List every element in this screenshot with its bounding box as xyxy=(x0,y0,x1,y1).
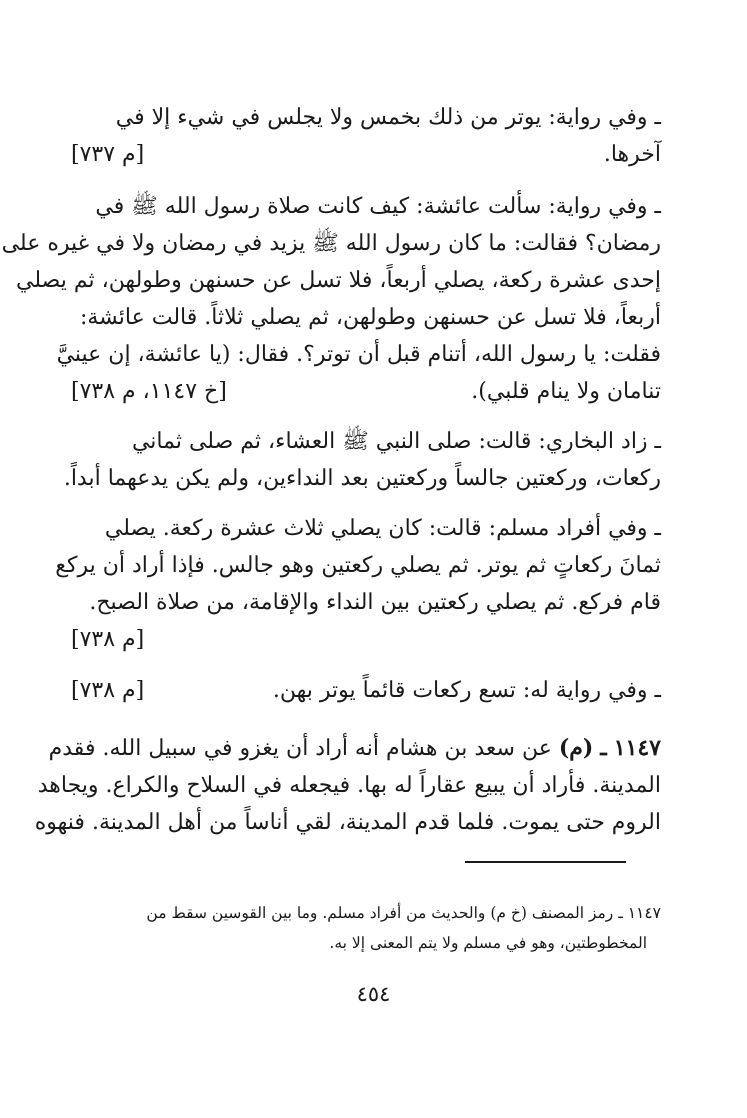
hadith-dash: ـ xyxy=(600,735,607,761)
text-line: ـ وفي أفراد مسلم: قالت: كان يصلي ثلاث عشرة ركعة. يصلي xyxy=(104,516,661,541)
text-line: إحدى عشرة ركعة، يصلي أربعاً، فلا تسل عن حسنهن وطولهن، ثم يصلي xyxy=(16,268,661,293)
text-line: آخرها. xyxy=(603,142,661,167)
line-with-reference xyxy=(71,373,661,410)
line-with-reference xyxy=(71,672,661,709)
text-line: المدينة. فأراد أن يبيع عقاراً له بها. فيجعله في السلاح والكراع. ويجاهد xyxy=(37,773,661,798)
hadith-number: ١١٤٧ xyxy=(613,735,661,761)
text-line: ـ وفي رواية: يوتر من ذلك بخمس ولا يجلس في شيء إلا في xyxy=(115,105,661,130)
footnote xyxy=(61,898,661,958)
source-reference: [م ٧٣٨] xyxy=(71,678,145,703)
text-line: أربعاً، فلا تسل عن حسنهن وطولهن، ثم يصلي ثلاثاً. قالت عائشة: xyxy=(79,305,661,330)
footnote-separator xyxy=(465,861,626,863)
paragraph-2 xyxy=(1,188,661,410)
text-line: تنامان ولا ينام قلبي). xyxy=(471,379,661,404)
paragraph-4 xyxy=(55,510,661,658)
text-line: ـ وفي رواية له: تسع ركعات قائماً يوتر بهن. xyxy=(272,678,661,703)
text-line: فقلت: يا رسول الله، أتنام قبل أن توتر؟. فقال: (يا عائشة، إن عينيَّ xyxy=(56,342,661,367)
hadith-source-code: (م) xyxy=(558,735,594,761)
paragraph-1 xyxy=(71,99,661,173)
hadith-1147 xyxy=(34,730,661,841)
text-line: رمضان؟ فقالت: ما كان رسول الله ﷺ يزيد في رمضان ولا في غيره على xyxy=(1,231,661,256)
footnote-line: المخطوطتين، وهو في مسلم ولا يتم المعنى إلا به. xyxy=(329,934,647,952)
text-line xyxy=(48,730,661,767)
source-reference: [م ٧٣٧] xyxy=(71,142,145,167)
source-reference: [م ٧٣٨] xyxy=(71,627,145,652)
text-line: ركعات، وركعتين جالساً وركعتين بعد النداءين، ولم يكن يدعهما أبداً. xyxy=(63,466,661,491)
line-with-reference xyxy=(71,136,661,173)
paragraph-5 xyxy=(71,672,661,709)
text-line: ـ زاد البخاري: قالت: صلى النبي ﷺ العشاء، ثم صلى ثماني xyxy=(131,429,661,454)
source-reference: [خ ١١٤٧، م ٧٣٨] xyxy=(71,379,227,404)
text-line: الروم حتى يموت. فلما قدم المدينة، لقي أناساً من أهل المدينة. فنهوه xyxy=(34,810,661,835)
line-with-reference xyxy=(71,621,661,658)
page-number: ٤٥٤ xyxy=(356,982,391,1006)
hadith-text: عن سعد بن هشام أنه أراد أن يغزو في سبيل الله. فقدم xyxy=(48,736,552,761)
text-line: ـ وفي رواية: سألت عائشة: كيف كانت صلاة رسول الله ﷺ في xyxy=(95,194,661,219)
footnote-line: ١١٤٧ ـ رمز المصنف (خ م) والحديث من أفراد مسلم. وما بين القوسين سقط من xyxy=(146,904,661,922)
text-line: قام فركع. ثم يصلي ركعتين بين النداء والإقامة، من صلاة الصبح. xyxy=(89,590,661,615)
text-line: ثمانَ ركعاتٍ ثم يوتر. ثم يصلي ركعتين وهو جالس. فإذا أراد أن يركع xyxy=(55,553,661,578)
paragraph-3 xyxy=(63,423,661,497)
